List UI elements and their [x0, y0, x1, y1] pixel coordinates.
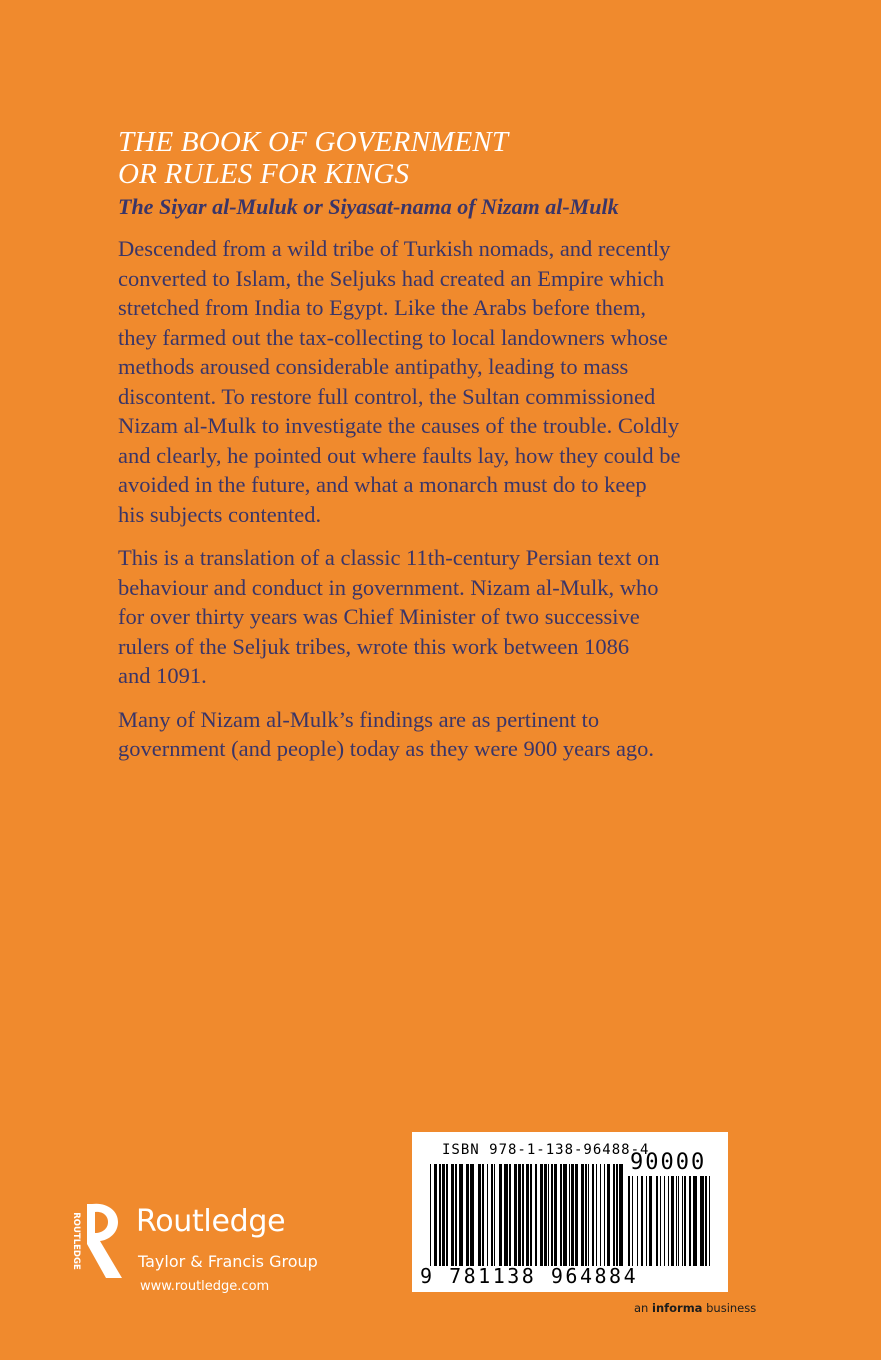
barcode-bar [656, 1176, 658, 1266]
barcode-bar [509, 1164, 511, 1266]
barcode-bar [551, 1164, 553, 1266]
barcode-bar [560, 1164, 562, 1266]
blurb-line: rulers of the Seljuk tribes, wrote this work between 1086 [118, 633, 630, 659]
barcode-bar [494, 1164, 495, 1266]
barcode-bar [709, 1176, 710, 1266]
book-title [118, 126, 818, 190]
price-code: 90000 [630, 1150, 707, 1175]
ean-barcode [430, 1164, 626, 1266]
blurb-line: they farmed out the tax-collecting to local landowners whose [118, 324, 668, 350]
blurb-paragraph [118, 234, 758, 529]
blurb-paragraph [118, 543, 758, 691]
barcode-bar [641, 1176, 643, 1266]
barcode-bar [581, 1164, 584, 1266]
barcode-bar [592, 1164, 594, 1266]
blurb [118, 234, 758, 778]
blurb-line: discontent. To restore full control, the Sultan commissioned [118, 383, 656, 409]
barcode-bar [684, 1176, 686, 1266]
barcode-bar [646, 1176, 647, 1266]
blurb-line: his subjects contented. [118, 501, 322, 527]
barcode-bar [693, 1176, 697, 1266]
blurb-line: and 1091. [118, 663, 207, 688]
barcode-bar [530, 1164, 532, 1266]
barcode-bar [466, 1164, 469, 1266]
barcode-bar [607, 1164, 610, 1266]
blurb-line: avoided in the future, and what a monarch must do to keep [118, 472, 647, 497]
barcode-bar [514, 1164, 517, 1266]
barcode-bar [588, 1164, 589, 1266]
blurb-line: methods aroused considerable antipathy, leading to mass [118, 354, 629, 379]
barcode-bar [632, 1176, 633, 1266]
publisher-group: Taylor & Francis Group [138, 1252, 318, 1271]
barcode-bar [459, 1164, 463, 1266]
barcode-bar [430, 1164, 431, 1266]
blurb-line: for over thirty years was Chief Minister of two successive [118, 604, 640, 629]
blurb-line: Nizam al-Mulk to investigate the causes of the trouble. Coldly [118, 413, 680, 438]
informa-brand: informa [652, 1301, 703, 1315]
barcode-bar [671, 1176, 674, 1266]
barcode-bar [563, 1164, 567, 1266]
barcode-bar [682, 1176, 683, 1266]
barcode-bar [676, 1176, 677, 1266]
barcode-bar [668, 1176, 669, 1266]
barcode-bar [571, 1164, 574, 1266]
blurb-line: government (and people) today as they were 900 years ago. [118, 736, 655, 761]
barcode-bar [616, 1164, 618, 1266]
blurb-line: Many of Nizam al-Mulk’s findings are as pertinent to [118, 706, 600, 732]
barcode-bar [660, 1176, 661, 1266]
barcode-bar [526, 1164, 529, 1266]
barcode-bar [482, 1164, 484, 1266]
barcode-bar [548, 1164, 549, 1266]
barcode-bar [585, 1164, 587, 1266]
barcode-bar [455, 1164, 457, 1266]
barcode-bar [649, 1176, 652, 1266]
title-line-2: OR RULES FOR KINGS [118, 158, 410, 190]
barcode-bar [613, 1164, 615, 1266]
barcode-bar [575, 1164, 578, 1266]
informa-prefix: an [634, 1301, 652, 1315]
barcode-bar [499, 1164, 502, 1266]
barcode-bar [569, 1164, 570, 1266]
blurb-line: behaviour and conduct in government. Nizam al-Mulk, who [118, 574, 659, 600]
barcode-bar [535, 1164, 537, 1266]
barcode-bar [700, 1176, 704, 1266]
title-line-1: THE BOOK OF GOVERNMENT [118, 126, 509, 158]
publisher-website: www.routledge.com [140, 1279, 270, 1294]
barcode-bar [451, 1164, 454, 1266]
informa-suffix: business [702, 1301, 757, 1315]
barcode-bar [554, 1164, 557, 1266]
barcode-bar [491, 1164, 493, 1266]
barcode-bar [705, 1176, 707, 1266]
barcode-bar [604, 1164, 605, 1266]
barcode-panel [412, 1132, 728, 1292]
barcode-bar [518, 1164, 521, 1266]
barcode-bar [628, 1176, 630, 1266]
blurb-paragraph [118, 705, 758, 764]
blurb-line: and clearly, he pointed out where faults lay, how they could be [118, 442, 681, 468]
ean-digits: 9 781138 964884 [420, 1264, 639, 1288]
addon-barcode [628, 1176, 712, 1266]
routledge-logo-icon [62, 1200, 132, 1282]
barcode-bar [478, 1164, 481, 1266]
barcode-bar [689, 1176, 691, 1266]
isbn-label: ISBN 978-1-138-96488-4 [442, 1142, 650, 1158]
blurb-line: Descended from a wild tribe of Turkish nomads, and recently [118, 236, 671, 261]
blurb-line: stretched from India to Egypt. Like the Arabs before them, [118, 295, 646, 320]
barcode-bar [487, 1164, 488, 1266]
logo-vertical-text: ROUTLEDGE [71, 1212, 81, 1270]
blurb-line: converted to Islam, the Seljuks had created an Empire which [118, 265, 665, 291]
informa-tagline [634, 1301, 756, 1315]
barcode-bar [619, 1164, 623, 1266]
barcode-bar [439, 1164, 441, 1266]
publisher-name: Routledge [136, 1204, 286, 1239]
barcode-bar [442, 1164, 445, 1266]
blurb-line: This is a translation of a classic 11th-century Persian text on [118, 545, 660, 570]
barcode-bar [540, 1164, 543, 1266]
barcode-bar [504, 1164, 508, 1266]
barcode-bar [446, 1164, 448, 1266]
barcode-bar [470, 1164, 474, 1266]
barcode-bar [637, 1176, 638, 1266]
barcode-bar [678, 1176, 679, 1266]
barcode-bar [596, 1164, 597, 1266]
barcode-bar [664, 1176, 665, 1266]
barcode-bar [600, 1164, 601, 1266]
barcode-bar [434, 1164, 437, 1266]
barcode-bar [522, 1164, 524, 1266]
publisher-block [62, 1200, 382, 1294]
barcode-bar [544, 1164, 547, 1266]
book-subtitle: The Siyar al-Muluk or Siyasat-nama of Nizam al-Mulk [118, 194, 619, 219]
